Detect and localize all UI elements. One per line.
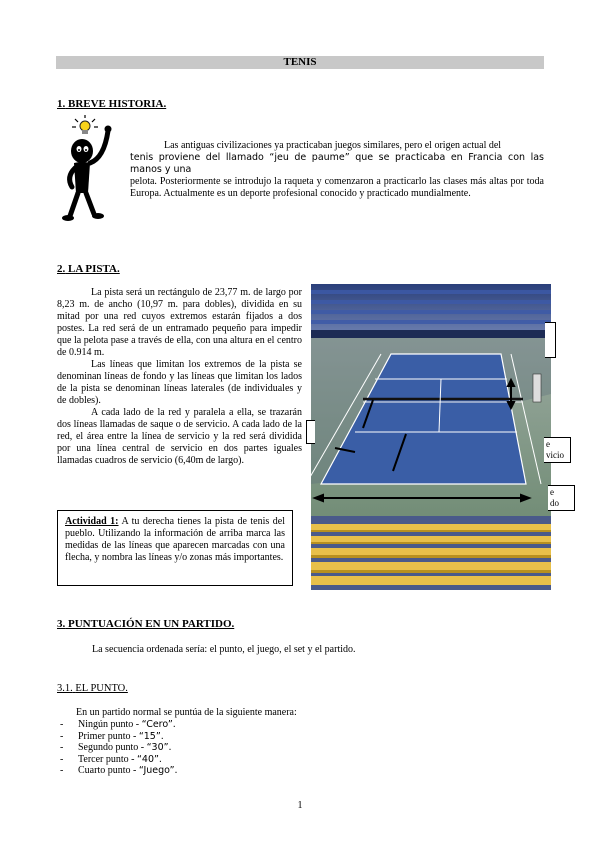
point-label: Tercer punto - bbox=[78, 753, 137, 765]
point-value: “30”. bbox=[146, 742, 172, 753]
activity-box bbox=[57, 510, 293, 586]
section2-body bbox=[57, 287, 302, 467]
section2-para3: A cada lado de la red y paralela a ella, se trazarán dos líneas llamadas de saque o de servicio. A cada lado de la red, el área entre la línea de servicio y la red será dividida por una línea central de servicio en dos partes iguales llamadas cuadros de servicio (6,40m de largo). bbox=[57, 407, 302, 466]
label-box-top-right bbox=[545, 322, 556, 358]
section1-rest: pelota. Posteriormente se introdujo la raqueta y comenzaron a practicarlo las clases más altas por toda Europa. Actualmente es un deporte profesional conocido y practicado mundialmente. bbox=[130, 176, 544, 199]
point-label: Primer punto - bbox=[78, 730, 139, 742]
label-box-bottom bbox=[548, 485, 575, 511]
label-service-e: e bbox=[546, 439, 550, 449]
thinking-figure-icon bbox=[60, 113, 124, 223]
section1-heading bbox=[57, 98, 166, 110]
point-label: Segundo punto - bbox=[78, 742, 147, 753]
point-value: “40”. bbox=[137, 753, 162, 765]
label-bottom-do: do bbox=[550, 498, 559, 508]
section3-title: PUNTUACIÓN EN UN PARTIDO. bbox=[68, 618, 235, 630]
points-list bbox=[60, 719, 178, 777]
section1-line2: tenis proviene del llamado “jeu de paume” que se practicaba en Francia con las manos y una bbox=[130, 152, 544, 175]
point-label: Cuarto punto - bbox=[78, 765, 139, 776]
section3-text: La secuencia ordenada sería: el punto, el juego, el set y el partido. bbox=[92, 644, 356, 655]
point-label: Ningún punto - bbox=[78, 719, 142, 730]
section1-title: BREVE HISTORIA. bbox=[68, 98, 167, 110]
section31-intro: En un partido normal se puntúa de la siguiente manera: bbox=[76, 707, 297, 718]
point-value: “Juego”. bbox=[138, 765, 178, 776]
label-box-service bbox=[544, 437, 571, 463]
page-title: TENIS bbox=[56, 56, 544, 69]
section2-heading bbox=[57, 263, 120, 275]
point-value: “15”. bbox=[138, 730, 164, 742]
activity-text: A tu derecha tienes la pista de tenis del pueblo. Utilizando la información de arriba marca las medidas de las líneas que aparecen marcadas con una flecha, y nombra las líneas y/o zonas más importantes. bbox=[65, 516, 285, 563]
list-item: - Ningún punto - “Cero”. bbox=[60, 719, 176, 730]
page-number: 1 bbox=[297, 800, 303, 811]
section3-heading bbox=[57, 618, 234, 630]
list-item: - Primer punto - “15”. bbox=[60, 730, 164, 742]
section31-number: 3.1. bbox=[57, 683, 73, 694]
section2-title: LA PISTA. bbox=[68, 263, 120, 275]
section1-line1: Las antiguas civilizaciones ya practicaban juegos similares, pero el origen actual del bbox=[164, 140, 502, 151]
section2-number: 2. bbox=[57, 263, 66, 275]
section31-heading bbox=[57, 683, 128, 694]
tennis-court-image bbox=[311, 284, 551, 590]
list-item: - Cuarto punto - “Juego”. bbox=[60, 765, 178, 776]
section1-body bbox=[130, 140, 544, 200]
section2-para1: La pista será un rectángulo de 23,77 m. de largo por 8,23 m. de ancho (10,97 m. para dobles), dividida en su mitad por una red cuyos extremos estarán fijados a dos postes. La red será de un entramado pequeño para impedir que la pelota pase a través de ella, con una altura en el centro de 0.914 m. bbox=[57, 287, 302, 358]
label-box-left bbox=[306, 420, 315, 444]
section1-number: 1. bbox=[57, 98, 66, 110]
label-service-vicio: vicio bbox=[546, 450, 564, 460]
label-bottom-e: e bbox=[550, 487, 554, 497]
section3-number: 3. bbox=[57, 618, 66, 630]
list-item: - Segundo punto - “30”. bbox=[60, 742, 172, 753]
section2-para2: Las líneas que limitan los extremos de la pista se denominan líneas de fondo y las líneas que limitan los lados de la pista se denominan líneas laterales (de individuales y de dobles). bbox=[57, 359, 302, 406]
activity-label: Actividad 1: bbox=[65, 516, 119, 527]
point-value: “Cero”. bbox=[141, 719, 176, 730]
section31-title: EL PUNTO. bbox=[75, 683, 128, 694]
list-item: - Tercer punto - “40”. bbox=[60, 753, 162, 765]
